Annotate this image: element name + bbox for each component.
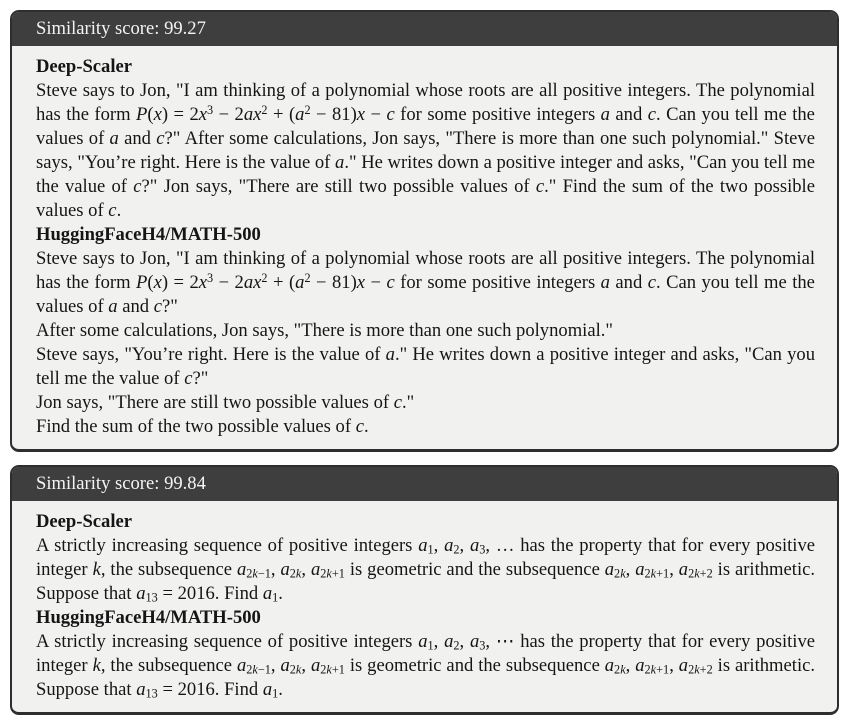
similarity-card-2: [10, 465, 839, 715]
dataset-title-deep-scaler: Deep-Scaler: [36, 511, 133, 532]
problem-text: A strictly increasing sequence of positive integers $a_1$, $a_2$, $a_3$, … has the property that for every positive integer k, the subsequence $a_{2k-1}$, $a_{2k}$, $a_{2k+1}$ is geometric and the subsequence $a_{2k}$, $a_{2k+1}$, $a_{2k+2}$ is arithmetic. Suppose that $a_{13} = 2016$. Find $a_1$.: [36, 535, 816, 605]
problem-text: A strictly increasing sequence of positive integers $a_1$, $a_2$, $a_3$, ⋯ has the property that for every positive integer k, the subsequence $a_{2k-1}$, $a_{2k}$, $a_{2k+1}$ is geometric and the subsequence $a_{2k}$, $a_{2k+1}$, $a_{2k+2}$ is arithmetic. Suppose that $a_{13} = 2016$. Find $a_1$.: [36, 631, 816, 701]
dataset-title-math500: HuggingFaceH4/MATH-500: [36, 224, 261, 245]
similarity-score-text: Similarity score: 99.84: [36, 473, 206, 494]
problem-text: Steve says to Jon, "I am thinking of a polynomial whose roots are all positive integers. The polynomial has the form $P(x) = 2x^3 - 2ax^2 + (a^2 - 81)x - c$ for some positive integers a and c. Can you tell me the values of a and c?" After some calculations, Jon says, "There is more than one such polynomial." Steve says, "You’re right. Here is the value of a." He writes down a positive integer and asks, "Can you tell me the value of c?" Jon says, "There are still two possible values of c." Find the sum of the two possible values of c.: [36, 80, 815, 221]
dataset-title-deep-scaler: Deep-Scaler: [36, 56, 133, 77]
problem-text: Jon says, "There are still two possible values of c.": [36, 392, 415, 413]
similarity-card-1: [10, 10, 839, 452]
similarity-score-header-1: [12, 12, 837, 46]
problem-text: After some calculations, Jon says, "There is more than one such polynomial.": [36, 320, 613, 341]
dataset-title-math500: HuggingFaceH4/MATH-500: [36, 607, 261, 628]
problem-text: Find the sum of the two possible values of c.: [36, 416, 369, 437]
similarity-score-header-2: [12, 467, 837, 501]
problem-text: Steve says to Jon, "I am thinking of a polynomial whose roots are all positive integers. The polynomial has the form $P(x) = 2x^3 - 2ax^2 + (a^2 - 81)x - c$ for some positive integers a and c. Can you tell me the values of a and c?": [36, 248, 815, 317]
problem-text: Steve says, "You’re right. Here is the value of a." He writes down a positive integer and asks, "Can you tell me the value of c?": [36, 344, 815, 389]
card-body-2: [12, 501, 837, 712]
card-body-1: [12, 46, 837, 449]
similarity-score-text: Similarity score: 99.27: [36, 18, 206, 39]
